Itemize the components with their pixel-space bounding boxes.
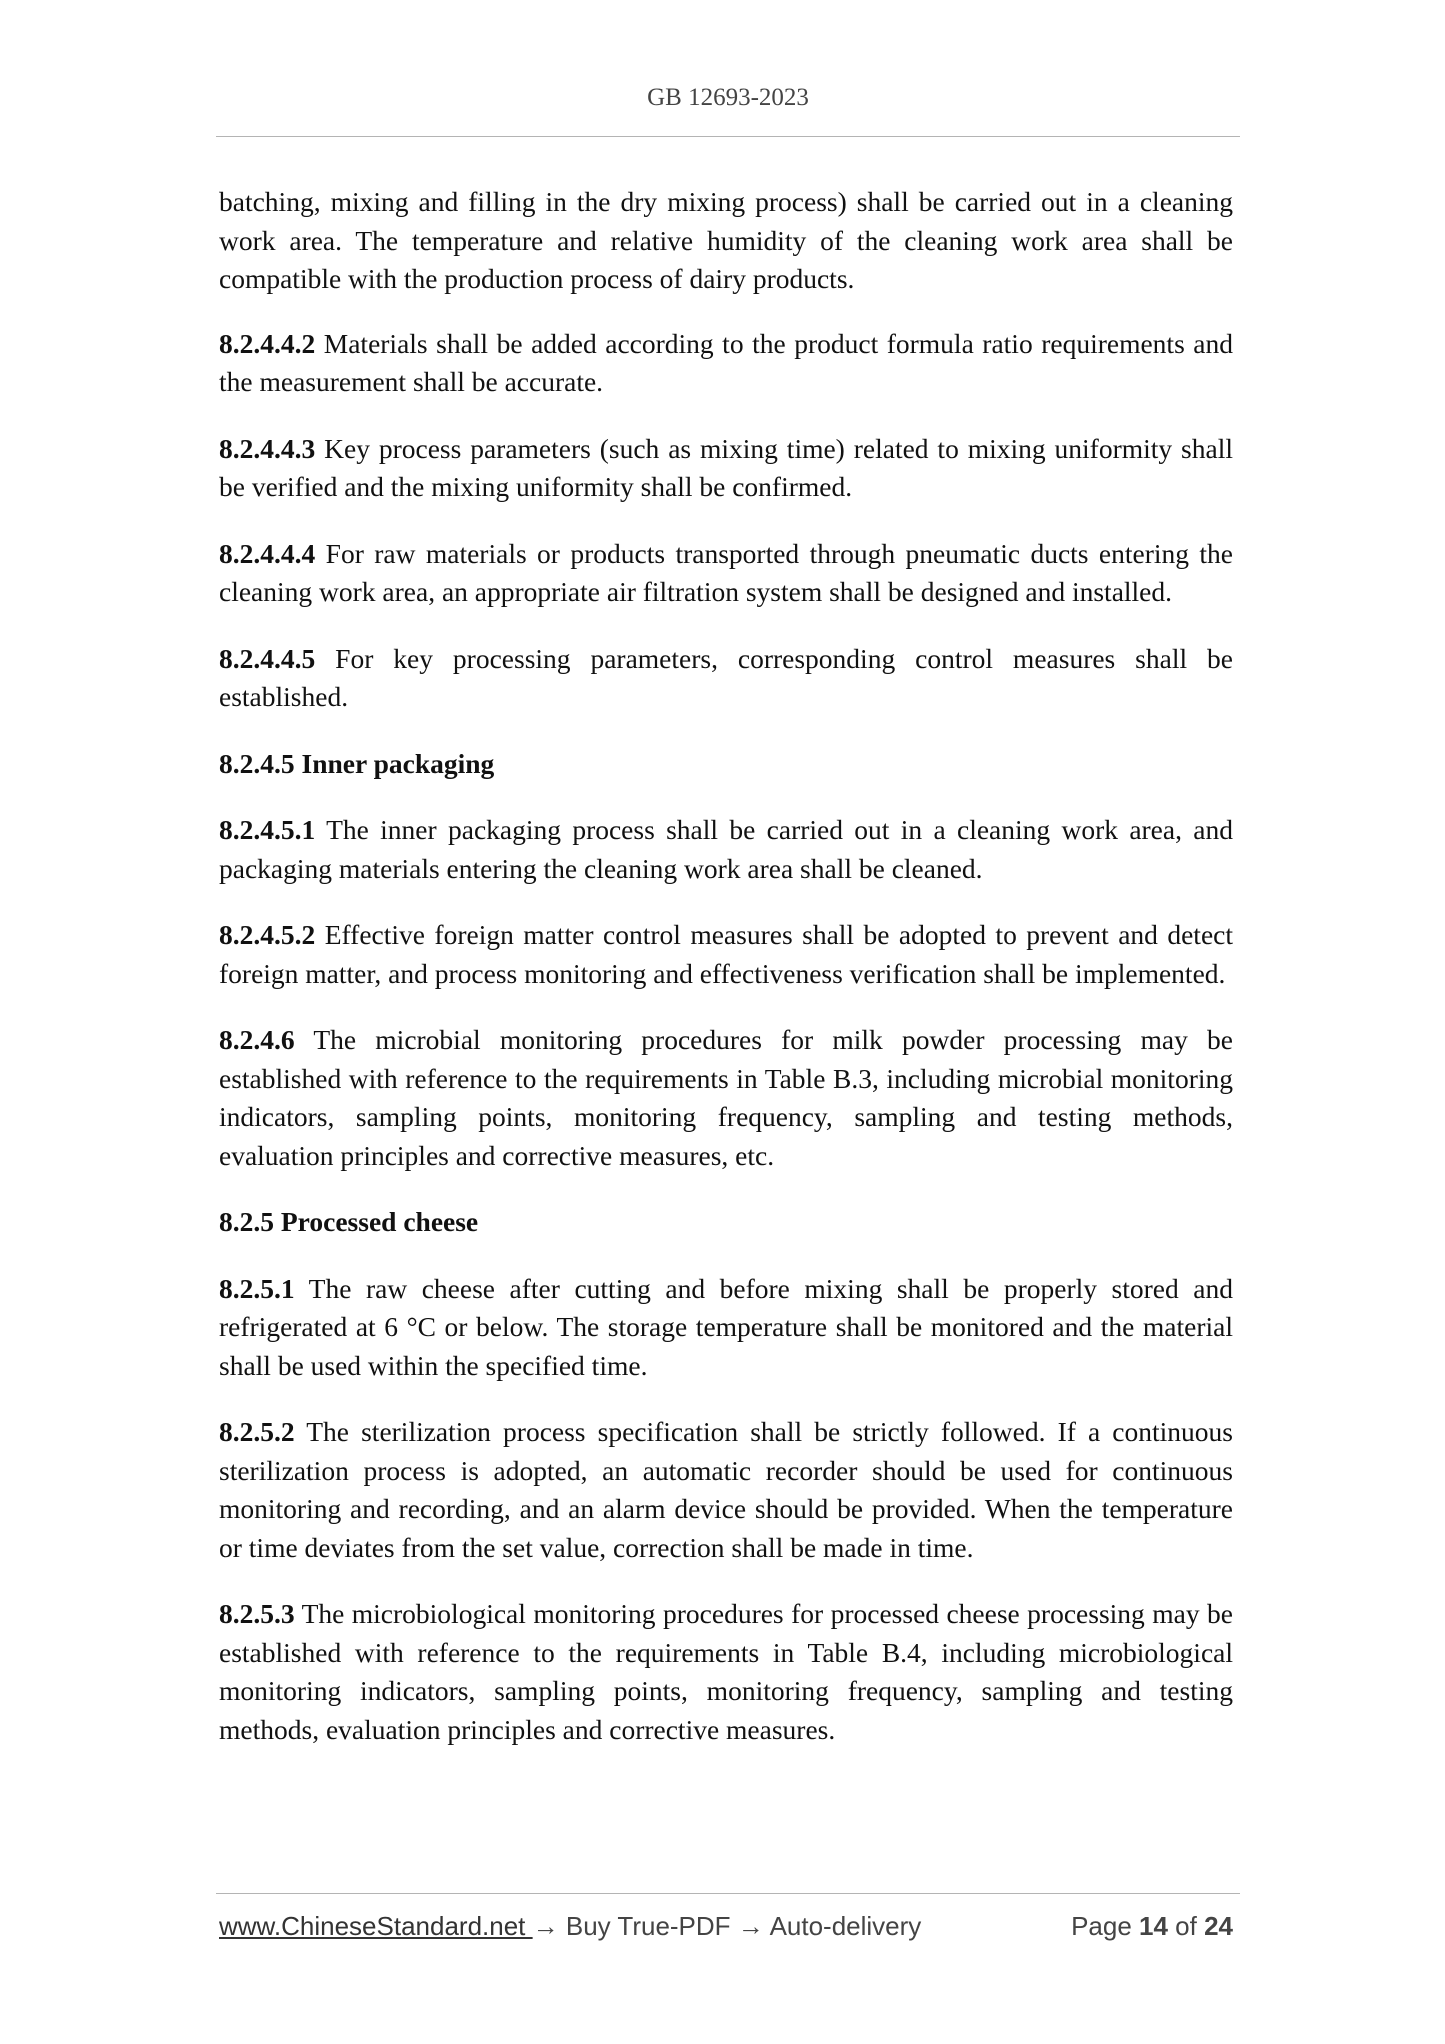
clause-number: 8.2.5.1	[219, 1272, 295, 1304]
clause-8-2-4-6	[219, 1021, 1233, 1175]
clause-8-2-4-4-4	[219, 535, 1233, 612]
section-heading-inner-packaging: 8.2.4.5 Inner packaging	[219, 747, 495, 779]
clause-text: For raw materials or products transported through pneumatic ducts entering the cleaning work area, an appropriate air filtration system shall be designed and installed.	[219, 537, 1233, 607]
clause-text: The sterilization process specification shall be strictly followed. If a continuous sterilization process is adopted, an automatic recorder should be used for continuous monitoring and recording, and an alarm device should be provided. When the temperature or time deviates from the set value, correction shall be made in time.	[219, 1416, 1233, 1563]
clause-number: 8.2.5.3	[219, 1598, 295, 1629]
clause-number: 8.2.4.5.2	[219, 919, 316, 950]
page-header: GB 12693-2023	[647, 84, 809, 111]
clause-8-2-5-1	[219, 1270, 1233, 1386]
paragraph-text: batching, mixing and filling in the dry mixing process) shall be carried out in a cleaning work area. The temperature and relative humidity of the cleaning work area shall be compatible with the production process of dairy products.	[219, 186, 1233, 294]
page-indicator	[1071, 1911, 1233, 1942]
clause-number: 8.2.4.4.2	[219, 327, 316, 359]
page-footer	[219, 1911, 1233, 1951]
clause-number: 8.2.5.2	[219, 1416, 295, 1447]
clause-text: The inner packaging process shall be carried out in a cleaning work area, and packaging materials entering the cleaning work area shall be cleaned.	[219, 814, 1233, 884]
website-link[interactable]: www.ChineseStandard.net	[219, 1911, 533, 1941]
clause-8-2-4-5-1	[219, 811, 1233, 888]
clause-8-2-5-2	[219, 1413, 1233, 1567]
page-total: 24	[1204, 1911, 1233, 1941]
clause-text: Effective foreign matter control measures shall be adopted to prevent and detect foreign matter, and process monitoring and effectiveness verification shall be implemented.	[219, 919, 1233, 989]
clause-text: Materials shall be added according to the product formula ratio requirements and the measurement shall be accurate.	[219, 327, 1233, 397]
clause-number: 8.2.4.4.4	[219, 537, 316, 569]
clause-8-2-4-4-2	[219, 325, 1233, 402]
clause-8-2-4-4-3	[219, 430, 1233, 507]
clause-number: 8.2.4.4.3	[219, 432, 316, 464]
document-body	[219, 183, 1233, 1777]
clause-text: The microbial monitoring procedures for milk powder processing may be established with reference to the requirements in Table B.3, including microbial monitoring indicators, sampling points, monitoring frequency, sampling and testing methods, evaluation principles and corrective measures, etc.	[219, 1024, 1233, 1171]
clause-text: The microbiological monitoring procedures for processed cheese processing may be established with reference to the requirements in Table B.4, including microbiological monitoring indicators, sampling points, monitoring frequency, sampling and testing methods, evaluation principles and corrective measures.	[219, 1598, 1233, 1745]
footer-promo-text: → Buy True-PDF → Auto-delivery	[532, 1911, 922, 1941]
section-heading-processed-cheese: 8.2.5 Processed cheese	[219, 1206, 479, 1237]
footer-promo	[219, 1911, 921, 1942]
clause-text: The raw cheese after cutting and before mixing shall be properly stored and refrigerated at 6 °C or below. The storage temperature shall be monitored and the material shall be used within the specified time.	[219, 1272, 1233, 1381]
clause-8-2-4-4-5	[219, 640, 1233, 717]
clause-8-2-4-5-2	[219, 916, 1233, 993]
header-divider	[216, 136, 1240, 137]
clause-text: Key process parameters (such as mixing time) related to mixing uniformity shall be verified and the mixing uniformity shall be confirmed.	[219, 432, 1233, 502]
clause-number: 8.2.4.6	[219, 1024, 295, 1055]
footer-divider	[216, 1893, 1240, 1894]
clause-text: For key processing parameters, corresponding control measures shall be established.	[219, 642, 1233, 712]
page-of-label: of	[1167, 1911, 1205, 1941]
page-label: Page	[1071, 1911, 1140, 1941]
clause-number: 8.2.4.4.5	[219, 642, 316, 674]
page-number: 14	[1139, 1911, 1168, 1941]
clause-8-2-5-3	[219, 1595, 1233, 1749]
clause-number: 8.2.4.5.1	[219, 814, 316, 845]
paragraph-continued	[219, 183, 1233, 299]
